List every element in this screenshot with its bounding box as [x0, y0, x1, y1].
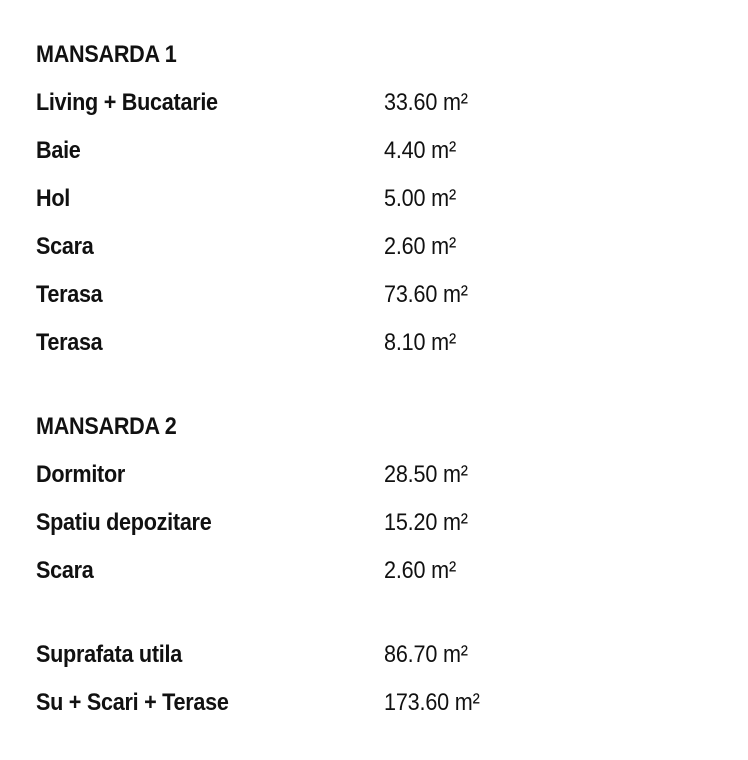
total-label: Suprafata utila: [36, 641, 182, 668]
room-label: Spatiu depozitare: [36, 509, 212, 536]
room-area: 33.60 m²: [384, 89, 468, 116]
room-area: 73.60 m²: [384, 281, 468, 308]
room-label: Terasa: [36, 329, 103, 356]
total-row: [36, 636, 716, 684]
room-area: 8.10 m²: [384, 329, 456, 356]
table-row: [36, 456, 716, 504]
section-spacer: [36, 372, 716, 408]
room-label: Scara: [36, 233, 94, 260]
table-row: [36, 84, 716, 132]
table-row: [36, 324, 716, 372]
room-label: Living + Bucatarie: [36, 89, 218, 116]
room-label: Baie: [36, 137, 81, 164]
table-row: [36, 276, 716, 324]
total-row: [36, 684, 716, 732]
table-row: [36, 180, 716, 228]
room-area: 4.40 m²: [384, 137, 456, 164]
table-row: [36, 228, 716, 276]
section-title-mansarda-2: MANSARDA 2: [36, 413, 177, 440]
room-label: Terasa: [36, 281, 103, 308]
room-area: 2.60 m²: [384, 557, 456, 584]
room-label: Hol: [36, 185, 70, 212]
room-label: Dormitor: [36, 461, 126, 488]
room-area: 2.60 m²: [384, 233, 456, 260]
room-area: 28.50 m²: [384, 461, 468, 488]
room-area: 15.20 m²: [384, 509, 468, 536]
area-schedule: [36, 36, 716, 732]
section-title-mansarda-1: MANSARDA 1: [36, 41, 177, 68]
section-spacer: [36, 600, 716, 636]
table-row: [36, 552, 716, 600]
total-area: 86.70 m²: [384, 641, 468, 668]
total-area: 173.60 m²: [384, 689, 480, 716]
room-label: Scara: [36, 557, 94, 584]
total-label: Su + Scari + Terase: [36, 689, 229, 716]
table-row: [36, 132, 716, 180]
room-area: 5.00 m²: [384, 185, 456, 212]
table-row: [36, 504, 716, 552]
